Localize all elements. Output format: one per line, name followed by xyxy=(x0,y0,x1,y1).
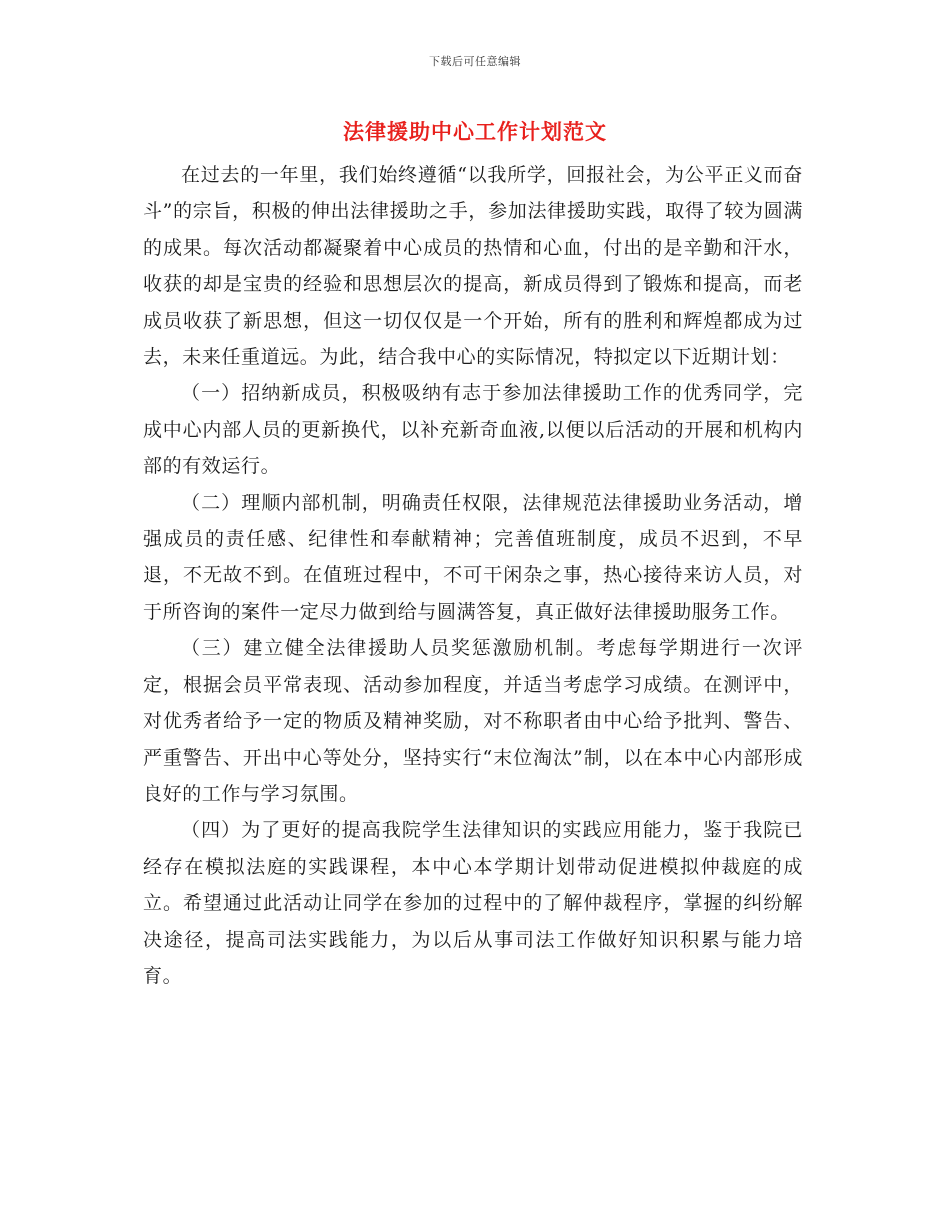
document-body xyxy=(143,157,803,994)
paragraph-intro: 在过去的一年里，我们始终遵循“以我所学，回报社会，为公平正义而奋斗”的宗旨，积极的伸出法律援助之手，参加法律援助实践，取得了较为圆满的成果。每次活动都凝聚着中心成员的热情和心血，付出的是辛勤和汗水，收获的却是宝贵的经验和思想层次的提高，新成员得到了锻炼和提高，而老成员收获了新思想，但这一切仅仅是一个开始，所有的胜利和辉煌都成为过去，未来任重道远。为此，结合我中心的实际情况，特拟定以下近期计划： xyxy=(143,164,803,369)
header-note: 下载后可任意编辑 xyxy=(429,55,521,68)
document-title: 法律援助中心工作计划范文 xyxy=(343,119,607,144)
paragraph-item-4: （四）为了更好的提高我院学生法律知识的实践应用能力，鉴于我院已经存在模拟法庭的实践课程，本中心本学期计划带动促进模拟仲裁庭的成立。希望通过此活动让同学在参加的过程中的了解仲裁程序，掌握的纠纷解决途径，提高司法实践能力，为以后从事司法工作做好知识积累与能力培育。 xyxy=(143,819,803,987)
paragraph-item-1: （一）招纳新成员，积极吸纳有志于参加法律援助工作的优秀同学，完成中心内部人员的更新换代，以补充新奇血液,以便以后活动的开展和机构内部的有效运行。 xyxy=(143,382,803,478)
paragraph-item-3: （三）建立健全法律援助人员奖惩激励机制。考虑每学期进行一次评定，根据会员平常表现、活动参加程度，并适当考虑学习成绩。在测评中，对优秀者给予一定的物质及精神奖励，对不称职者由中心给予批判、警告、严重警告、开出中心等处分，坚持实行“末位淘汰”制，以在本中心内部形成良好的工作与学习氛围。 xyxy=(143,637,803,805)
paragraph-item-2: （二）理顺内部机制，明确责任权限，法律规范法律援助业务活动，增强成员的责任感、纪律性和奉献精神；完善值班制度，成员不迟到，不早退，不无故不到。在值班过程中，不可干闲杂之事，热心接待来访人员，对于所咨询的案件一定尽力做到给与圆满答复，真正做好法律援助服务工作。 xyxy=(143,491,803,623)
